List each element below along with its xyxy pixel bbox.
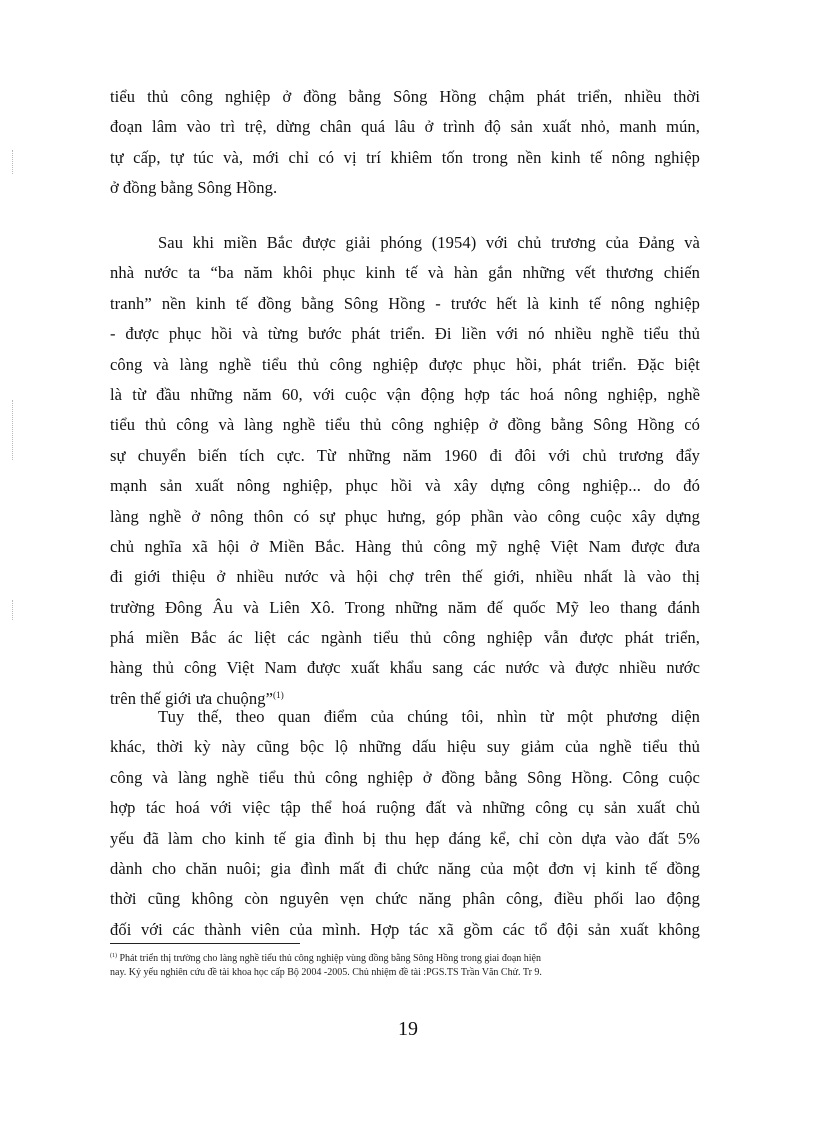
paragraph-1	[110, 82, 700, 204]
text-line: công và làng nghề tiểu thủ công nghiệp được phục hồi, phát triển. Đặc biệt	[110, 354, 700, 374]
footnote	[110, 952, 710, 980]
footnote-separator	[110, 943, 300, 944]
margin-mark	[12, 600, 15, 620]
text-line: nhà nước ta “ba năm khôi phục kinh tế và hàn gắn những vết thương chiến	[110, 263, 700, 283]
text-line: chủ nghĩa xã hội ở Miền Bắc. Hàng thủ công mỹ nghệ Việt Nam được đưa	[110, 536, 700, 556]
text-line: tiểu thủ công nghiệp ở đồng bằng Sông Hồng chậm phát triển, nhiều thời	[110, 87, 700, 106]
text-line: tự cấp, tự túc và, mới chỉ có vị trí khiêm tốn trong nền kinh tế nông nghiệp	[110, 147, 700, 167]
text-line: sự chuyển biến tích cực. Từ những năm 1960 đi đôi với chủ trương đẩy	[110, 445, 700, 465]
text-line: đi giới thiệu ở nhiều nước và hội chợ trên thế giới, nhiều nhất là vào thị	[110, 567, 700, 587]
text-line: mạnh sản xuất nông nghiệp, phục hồi và xây dựng công nghiệp... do đó	[110, 476, 700, 496]
text-line: yếu đã làm cho kinh tế gia đình bị thu hẹp đáng kể, chỉ còn dựa vào đất 5%	[110, 828, 700, 848]
text-line: phá miền Bắc ác liệt các ngành tiểu thủ công nghiệp vẫn được phát triển,	[110, 628, 700, 648]
margin-mark	[12, 150, 15, 174]
text-line: hợp tác hoá với việc tập thể hoá ruộng đất và những công cụ sản xuất chủ	[110, 798, 700, 818]
text-line: trường Đông Âu và Liên Xô. Trong những năm đế quốc Mỹ leo thang đánh	[110, 597, 700, 617]
text-line: hàng thủ công Việt Nam được xuất khẩu sang các nước và được nhiều nước	[110, 658, 700, 678]
text-line: là từ đầu những năm 60, với cuộc vận động hợp tác hoá nông nghiệp, nghề	[110, 384, 700, 404]
paragraph-3	[110, 702, 700, 945]
text-line: Sau khi miền Bắc được giải phóng (1954) với chủ trương của Đảng và	[158, 233, 700, 252]
text-line: ở đồng bằng Sông Hồng.	[110, 178, 278, 198]
text-line: tiểu thủ công và làng nghề tiểu thủ công nghiệp ở đồng bằng Sông Hồng có	[110, 415, 700, 435]
text-line-content: trên thế giới ưa chuộng”	[110, 688, 274, 708]
text-line: công và làng nghề tiểu thủ công nghiệp ở đồng bằng Sông Hồng. Công cuộc	[110, 767, 700, 787]
footnote-marker: (1)	[110, 953, 117, 959]
footnote-text: Phát triển thị trường cho làng nghề tiểu thủ công nghiệp vùng đồng bằng Sông Hồng trong giai đoạn hiện	[117, 953, 541, 964]
text-line: dành cho chăn nuôi; gia đình mất đi chức năng của một đơn vị kinh tế đồng	[110, 858, 700, 878]
footnote-line: nay. Kỷ yếu nghiên cứu đề tài khoa học cấp Bộ 2004 -2005. Chủ nhiệm đề tài :PGS.TS Trần Văn Chử. Tr 9.	[110, 967, 542, 978]
text-line: khác, thời kỳ này cũng bộc lộ những dấu hiệu suy giảm của nghề tiểu thủ	[110, 737, 700, 757]
paragraph-2	[110, 228, 700, 714]
text-line: thời cũng không còn nguyên vẹn chức năng phân công, điều phối lao động	[110, 889, 700, 909]
text-line: Tuy thế, theo quan điểm của chúng tôi, nhìn từ một phương diện	[158, 707, 700, 726]
text-line: làng nghề ở nông thôn có sự phục hưng, góp phần vào công cuộc xây dựng	[110, 506, 700, 526]
margin-mark	[12, 400, 15, 460]
text-line: đoạn lâm vào trì trệ, dừng chân quá lâu ở trình độ sản xuất nhỏ, manh mún,	[110, 117, 700, 137]
text-line: tranh” nền kinh tế đồng bằng Sông Hồng - trước hết là kinh tế nông nghiệp	[110, 293, 700, 313]
text-line: - được phục hồi và từng bước phát triển. Đi liền với nó nhiều nghề tiểu thủ	[110, 324, 700, 344]
footnote-reference: (1)	[273, 689, 284, 700]
text-line: đối với các thành viên của mình. Hợp tác xã gồm các tổ đội sản xuất không	[110, 919, 700, 939]
footnote-line	[110, 952, 710, 966]
page-number: 19	[398, 1018, 418, 1040]
